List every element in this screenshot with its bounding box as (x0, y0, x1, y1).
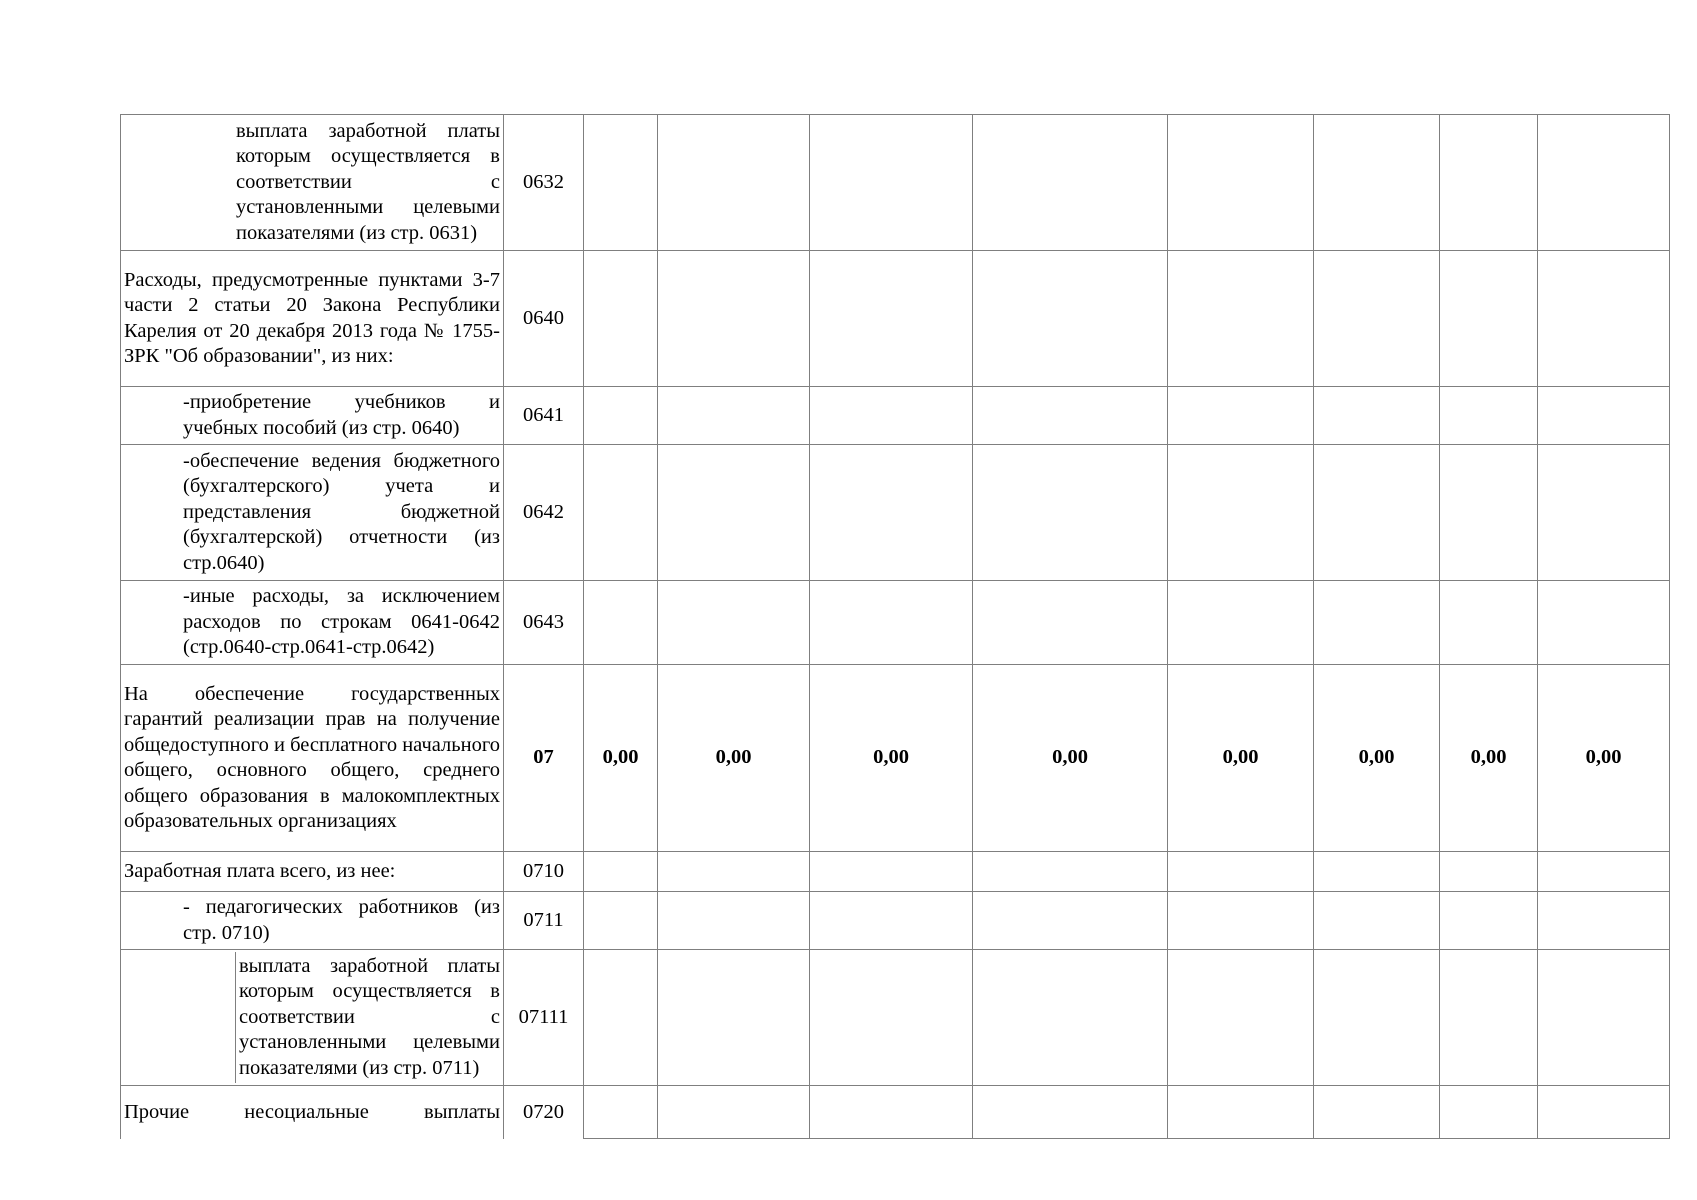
value-cell (1314, 445, 1440, 581)
value-cell (658, 1086, 810, 1139)
table-row (121, 892, 1670, 950)
row-label-cell (121, 852, 504, 892)
value-cell (584, 581, 658, 665)
value-cell (1538, 115, 1670, 251)
value-cell (1538, 1086, 1670, 1139)
value-cell: 0,00 (810, 665, 973, 852)
value-cell (1168, 387, 1314, 445)
value-cell (1168, 445, 1314, 581)
row-label: -приобретение учебников и учебных пособий (из стр. 0640) (183, 391, 500, 439)
table-row (121, 1086, 1670, 1139)
row-code: 07 (504, 665, 584, 852)
value-cell (584, 387, 658, 445)
value-cell (1538, 852, 1670, 892)
value-cell (973, 1086, 1168, 1139)
row-code: 0640 (504, 251, 584, 387)
indent-gap (121, 952, 235, 1084)
value-cell (1314, 387, 1440, 445)
value-cell (1168, 852, 1314, 892)
value-cell (810, 892, 973, 950)
value-cell (658, 581, 810, 665)
value-cell (1440, 445, 1538, 581)
value-cell (1168, 950, 1314, 1086)
value-cell (584, 852, 658, 892)
value-cell (1538, 445, 1670, 581)
row-label: - педагогических работников (из стр. 0710) (183, 896, 500, 944)
value-cell: 0,00 (584, 665, 658, 852)
value-cell (1440, 115, 1538, 251)
value-cell (1440, 950, 1538, 1086)
value-cell (973, 251, 1168, 387)
row-label: -иные расходы, за исключением расходов по строкам 0641-0642 (стр.0640-стр.0641-стр.0642) (183, 585, 500, 659)
row-label: Заработная плата всего, из нее: (124, 859, 396, 882)
nested-label-wrap (121, 952, 503, 1084)
value-cell (973, 581, 1168, 665)
row-code: 0710 (504, 852, 584, 892)
row-code: 0643 (504, 581, 584, 665)
row-label-cell (121, 445, 504, 581)
value-cell (1314, 950, 1440, 1086)
value-cell (1538, 950, 1670, 1086)
row-code: 0632 (504, 115, 584, 251)
row-code: 0711 (504, 892, 584, 950)
value-cell (584, 1086, 658, 1139)
value-cell (658, 445, 810, 581)
report-table (120, 114, 1670, 1139)
row-label: Прочие несоциальные выплаты (124, 1100, 500, 1123)
row-label-cell (121, 665, 504, 852)
value-cell (584, 950, 658, 1086)
row-label-cell (121, 1086, 504, 1139)
value-cell (973, 950, 1168, 1086)
value-cell (1538, 251, 1670, 387)
table-row (121, 852, 1670, 892)
value-cell (973, 445, 1168, 581)
value-cell (1314, 852, 1440, 892)
table-row (121, 251, 1670, 387)
value-cell (658, 387, 810, 445)
row-label-cell (121, 950, 504, 1086)
row-label-cell (121, 251, 504, 387)
table-row (121, 950, 1670, 1086)
value-cell (1168, 581, 1314, 665)
value-cell (810, 1086, 973, 1139)
value-cell (1168, 115, 1314, 251)
value-cell (810, 251, 973, 387)
value-cell: 0,00 (1168, 665, 1314, 852)
table-row (121, 387, 1670, 445)
value-cell (1538, 387, 1670, 445)
row-code: 0720 (504, 1086, 584, 1139)
row-code: 0642 (504, 445, 584, 581)
value-cell (973, 115, 1168, 251)
value-cell (973, 387, 1168, 445)
value-cell (584, 892, 658, 950)
row-label: выплата заработной платы которым осуществляется в соответствии с установленными целевыми показателями (из стр. 0711) (235, 952, 503, 1084)
row-label-cell (121, 892, 504, 950)
value-cell (810, 115, 973, 251)
value-cell: 0,00 (658, 665, 810, 852)
row-label: -обеспечение ведения бюджетного (бухгалтерского) учета и представления бюджетной (бухгалтерской) отчетности (из стр.0640) (183, 449, 500, 574)
value-cell (1314, 251, 1440, 387)
value-cell (1168, 251, 1314, 387)
value-cell (973, 892, 1168, 950)
value-cell (810, 852, 973, 892)
value-cell (1314, 115, 1440, 251)
value-cell (1440, 852, 1538, 892)
row-label-cell (121, 387, 504, 445)
value-cell: 0,00 (1440, 665, 1538, 852)
value-cell (658, 892, 810, 950)
value-cell (810, 387, 973, 445)
value-cell (1168, 892, 1314, 950)
value-cell (584, 445, 658, 581)
row-label: На обеспечение государственных гарантий реализации прав на получение общедоступного и бесплатного начального общего, основного общего, среднего общего образования в малокомплектных образовательных организациях (124, 682, 500, 832)
value-cell (1440, 581, 1538, 665)
value-cell (658, 115, 810, 251)
value-cell (1314, 1086, 1440, 1139)
row-label: Расходы, предусмотренные пунктами 3-7 части 2 статьи 20 Закона Республики Карелия от 20 декабря 2013 года № 1755-ЗРК "Об образовании", из них: (124, 268, 500, 367)
value-cell: 0,00 (973, 665, 1168, 852)
row-code: 0641 (504, 387, 584, 445)
value-cell (973, 852, 1168, 892)
value-cell (1440, 251, 1538, 387)
value-cell (1168, 1086, 1314, 1139)
value-cell (658, 852, 810, 892)
value-cell (1314, 581, 1440, 665)
value-cell (1538, 581, 1670, 665)
value-cell: 0,00 (1538, 665, 1670, 852)
value-cell (584, 251, 658, 387)
row-label: выплата заработной платы которым осуществляется в соответствии с установленными целевыми показателями (из стр. 0631) (236, 119, 500, 244)
value-cell (1440, 1086, 1538, 1139)
value-cell (1440, 892, 1538, 950)
value-cell (1538, 892, 1670, 950)
value-cell: 0,00 (1314, 665, 1440, 852)
row-label-cell (121, 581, 504, 665)
value-cell (1314, 892, 1440, 950)
value-cell (810, 950, 973, 1086)
row-code: 07111 (504, 950, 584, 1086)
value-cell (658, 251, 810, 387)
value-cell (810, 581, 973, 665)
value-cell (1440, 387, 1538, 445)
value-cell (810, 445, 973, 581)
table-row (121, 581, 1670, 665)
value-cell (658, 950, 810, 1086)
row-label-cell (121, 115, 504, 251)
table-row (121, 445, 1670, 581)
table-row-total (121, 665, 1670, 852)
table-row (121, 115, 1670, 251)
value-cell (584, 115, 658, 251)
